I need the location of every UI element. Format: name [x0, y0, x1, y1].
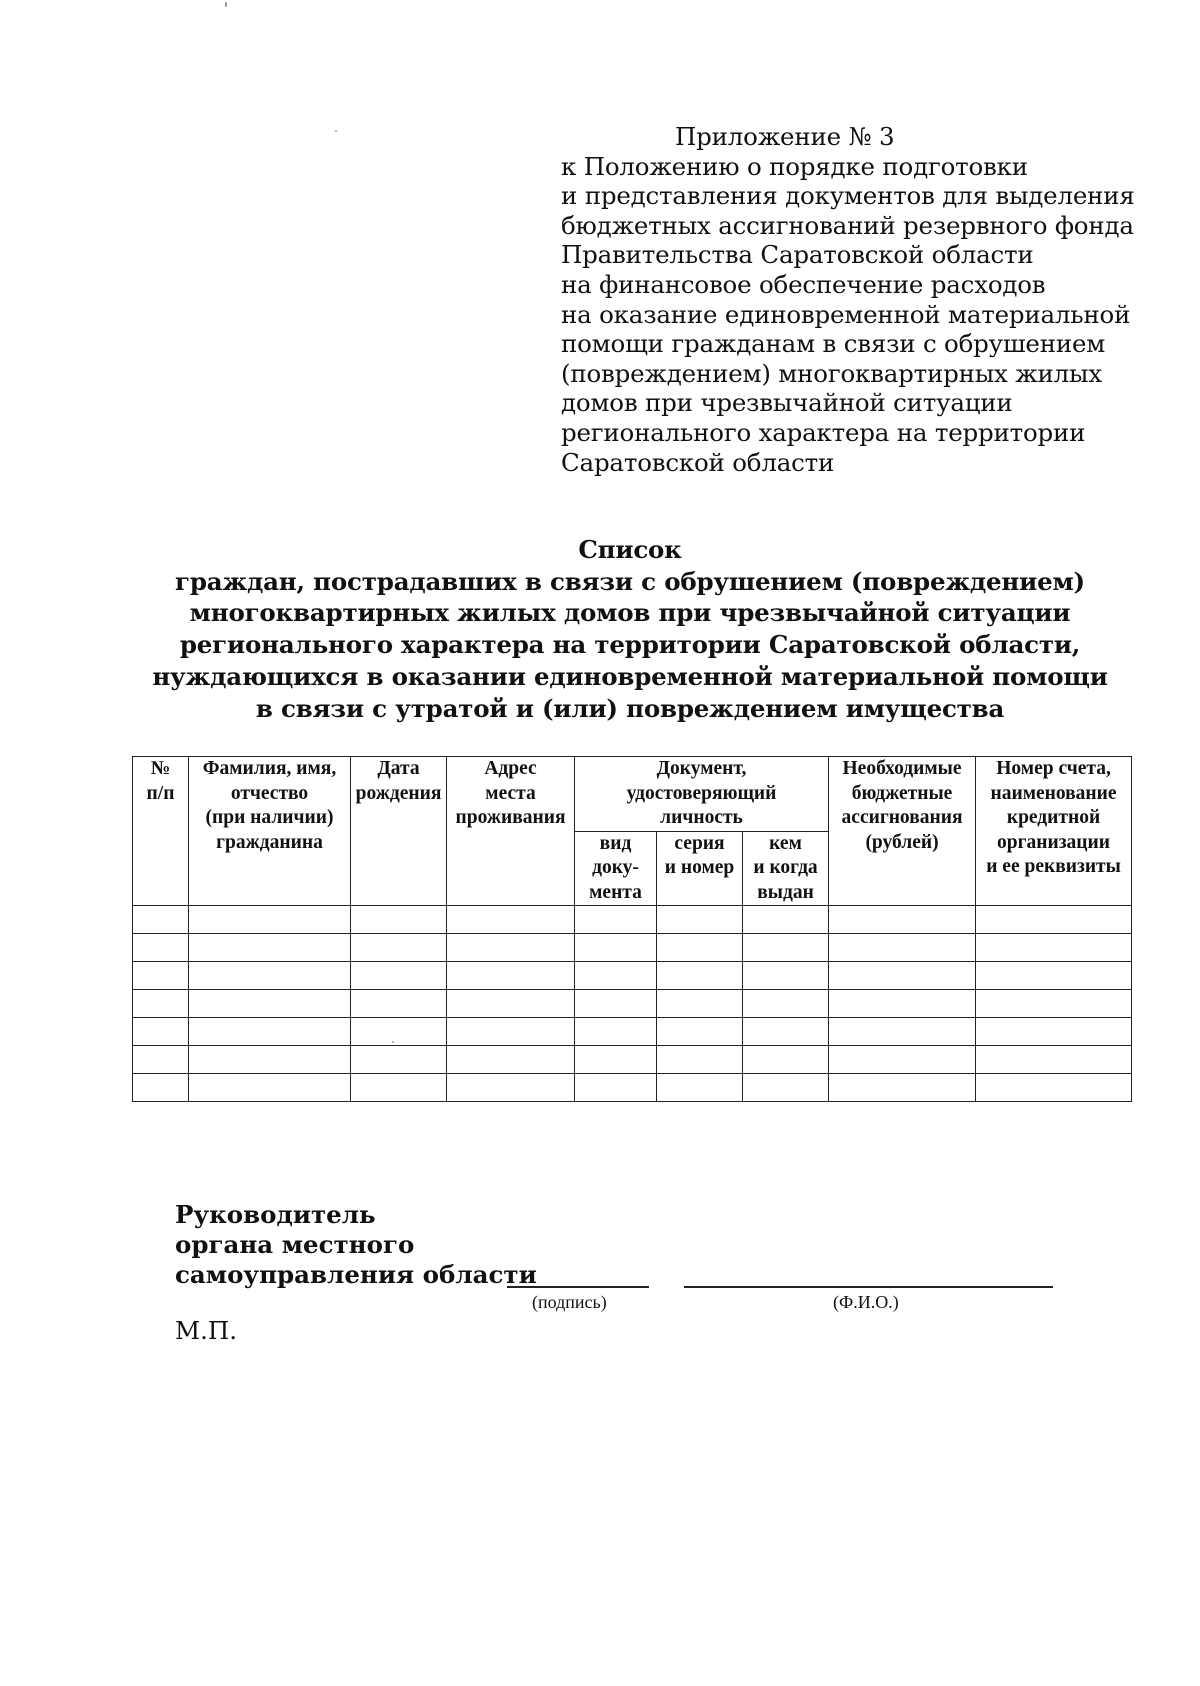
- table-row: [133, 1018, 1132, 1046]
- signature-block: [175, 1200, 537, 1290]
- fio-line: [684, 1286, 1053, 1288]
- scan-speck: [335, 130, 337, 132]
- table-cell: [743, 1046, 829, 1074]
- table-cell: [976, 1018, 1132, 1046]
- header-identity-document: Документ, удостоверяющий личность: [575, 757, 829, 832]
- table-cell: [447, 990, 575, 1018]
- table-cell: [743, 962, 829, 990]
- table-cell: [351, 906, 447, 934]
- table-cell: [743, 990, 829, 1018]
- table-cell: [133, 1074, 189, 1102]
- annex-header: [561, 122, 1135, 477]
- table-cell: [575, 990, 657, 1018]
- table-cell: [447, 1018, 575, 1046]
- table-cell: [743, 1074, 829, 1102]
- table-cell: [976, 934, 1132, 962]
- table-cell: [351, 1018, 447, 1046]
- list-title-line: в связи с утратой и (или) повреждением имущества: [255, 693, 1005, 723]
- annex-line: бюджетных ассигнований резервного фонда: [561, 210, 1134, 240]
- table-cell: [976, 1074, 1132, 1102]
- table-cell: [189, 962, 351, 990]
- table-cell: [189, 1046, 351, 1074]
- list-title-line: регионального характера на территории Саратовской области,: [179, 630, 1081, 660]
- table-cell: [829, 990, 976, 1018]
- fio-caption: (Ф.И.О.): [833, 1292, 899, 1312]
- stamp-place: М.П.: [175, 1316, 238, 1345]
- table-row: [133, 962, 1132, 990]
- header-number: № п/п: [133, 757, 189, 906]
- header-required-funds: Необходимые бюджетные ассигнования (рублей): [829, 757, 976, 906]
- annex-line: Правительства Саратовской области: [561, 240, 1034, 270]
- table-cell: [351, 990, 447, 1018]
- table-cell: [447, 962, 575, 990]
- list-heading: [130, 534, 1130, 724]
- table-row: [133, 906, 1132, 934]
- annex-line: к Положению о порядке подготовки: [561, 151, 1028, 181]
- table-cell: [743, 1018, 829, 1046]
- annex-title: Приложение № 3: [675, 122, 895, 151]
- table-cell: [351, 962, 447, 990]
- list-title-line: граждан, пострадавших в связи с обрушением (повреждением): [175, 566, 1085, 596]
- table-cell: [351, 1046, 447, 1074]
- table-cell: [829, 906, 976, 934]
- list-title-line: нуждающихся в оказании единовременной материальной помощи: [152, 661, 1108, 691]
- list-title-line: многоквартирных жилых домов при чрезвычайной ситуации: [189, 598, 1071, 628]
- annex-line: на оказание единовременной материальной: [561, 299, 1131, 329]
- table-cell: [189, 1018, 351, 1046]
- table-cell: [133, 1046, 189, 1074]
- table-row: [133, 1046, 1132, 1074]
- table-cell: [976, 906, 1132, 934]
- annex-line: помощи гражданам в связи с обрушением: [561, 329, 1106, 359]
- signature-caption: (подпись): [532, 1292, 607, 1312]
- table-cell: [743, 934, 829, 962]
- scan-speck: [225, 2, 227, 7]
- table-cell: [133, 906, 189, 934]
- table-cell: [657, 934, 743, 962]
- table-cell: [447, 1074, 575, 1102]
- table-cell: [189, 990, 351, 1018]
- table-row: [133, 990, 1132, 1018]
- signature-role-line: органа местного: [175, 1230, 415, 1259]
- table-cell: [657, 990, 743, 1018]
- table-row: [133, 1074, 1132, 1102]
- annex-line: на финансовое обеспечение расходов: [561, 269, 1046, 299]
- header-account: Номер счета, наименование кредитной организации и ее реквизиты: [976, 757, 1132, 906]
- table-cell: [133, 990, 189, 1018]
- table-row: [133, 934, 1132, 962]
- header-doc-series: серия и номер: [657, 831, 743, 906]
- table-cell: [657, 962, 743, 990]
- table-cell: [447, 934, 575, 962]
- signature-role-line: самоуправления области: [175, 1260, 537, 1289]
- header-doc-type: вид доку- мента: [575, 831, 657, 906]
- header-full-name: Фамилия, имя, отчество (при наличии) гражданина: [189, 757, 351, 906]
- table-cell: [575, 906, 657, 934]
- annex-line: и представления документов для выделения: [561, 181, 1135, 211]
- annex-line: (повреждением) многоквартирных жилых: [561, 358, 1102, 388]
- header-address: Адрес места проживания: [447, 757, 575, 906]
- table-cell: [189, 1074, 351, 1102]
- table-cell: [829, 1074, 976, 1102]
- header-doc-issued: кем и когда выдан: [743, 831, 829, 906]
- table-cell: [351, 934, 447, 962]
- table-cell: [976, 962, 1132, 990]
- table-cell: [189, 906, 351, 934]
- table-cell: [447, 1046, 575, 1074]
- table-cell: [976, 1046, 1132, 1074]
- table-cell: [657, 1074, 743, 1102]
- table-cell: [133, 934, 189, 962]
- table-cell: [575, 934, 657, 962]
- table-cell: [133, 1018, 189, 1046]
- table-cell: [829, 934, 976, 962]
- signature-line: [507, 1286, 649, 1288]
- table-cell: [657, 1046, 743, 1074]
- table-cell: [657, 1018, 743, 1046]
- table-cell: [447, 906, 575, 934]
- annex-line: регионального характера на территории: [561, 417, 1086, 447]
- table-cell: [829, 1018, 976, 1046]
- table-cell: [133, 962, 189, 990]
- table-cell: [657, 906, 743, 934]
- table-cell: [575, 1046, 657, 1074]
- annex-line: домов при чрезвычайной ситуации: [561, 388, 1013, 418]
- table-cell: [829, 962, 976, 990]
- table-cell: [351, 1074, 447, 1102]
- table-cell: [189, 934, 351, 962]
- table-cell: [575, 1074, 657, 1102]
- table-cell: [575, 1018, 657, 1046]
- table-cell: [575, 962, 657, 990]
- table-cell: [743, 906, 829, 934]
- table-cell: [829, 1046, 976, 1074]
- annex-line: Саратовской области: [561, 447, 835, 477]
- list-title: Список: [578, 535, 682, 564]
- header-birth-date: Дата рождения: [351, 757, 447, 906]
- table-cell: [976, 990, 1132, 1018]
- citizens-table: [132, 756, 1132, 1102]
- table-body: [133, 906, 1132, 1102]
- signature-role-line: Руководитель: [175, 1200, 376, 1229]
